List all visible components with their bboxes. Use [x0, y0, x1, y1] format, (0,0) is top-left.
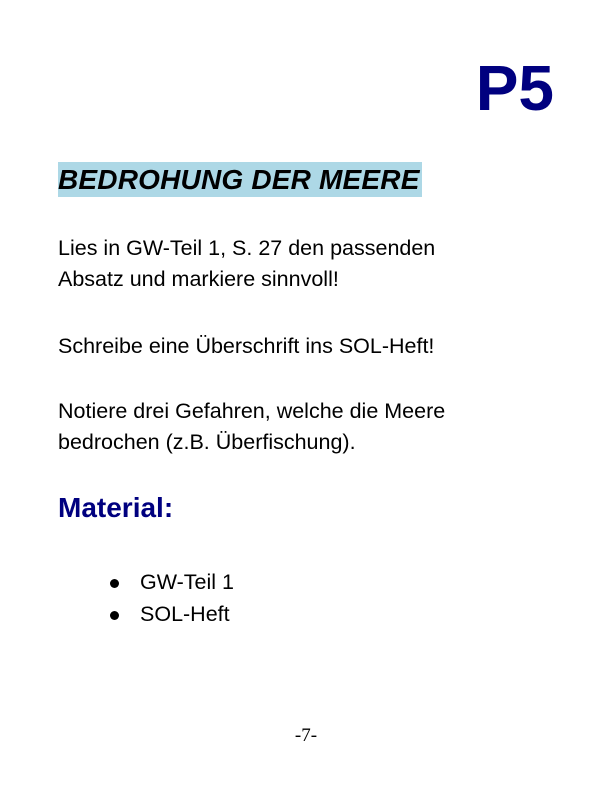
- instruction-dangers-line-2: bedrochen (z.B. Überfischung).: [58, 430, 356, 454]
- page-number: -7-: [294, 725, 318, 746]
- station-code: P5: [475, 52, 554, 124]
- instruction-read: [58, 233, 558, 295]
- material-item-label: SOL-Heft: [140, 602, 230, 626]
- list-item: [108, 598, 234, 630]
- instruction-dangers-line-1: Notiere drei Gefahren, welche die Meere: [58, 399, 446, 423]
- instruction-read-line-1: Lies in GW-Teil 1, S. 27 den passenden: [58, 236, 436, 260]
- material-heading: Material:: [58, 492, 174, 523]
- instruction-read-line-2: Absatz und markiere sinnvoll!: [58, 267, 339, 291]
- instruction-dangers: [58, 396, 558, 458]
- page-title: BEDROHUNG DER MEERE: [58, 164, 420, 195]
- material-item-label: GW-Teil 1: [140, 570, 234, 594]
- instruction-heading-line-1: Schreibe eine Überschrift ins SOL-Heft!: [58, 334, 435, 358]
- bullet-icon: [110, 611, 119, 620]
- instruction-heading: [58, 331, 558, 362]
- bullet-icon: [110, 579, 119, 588]
- list-item: [108, 566, 234, 598]
- material-list: [108, 566, 234, 630]
